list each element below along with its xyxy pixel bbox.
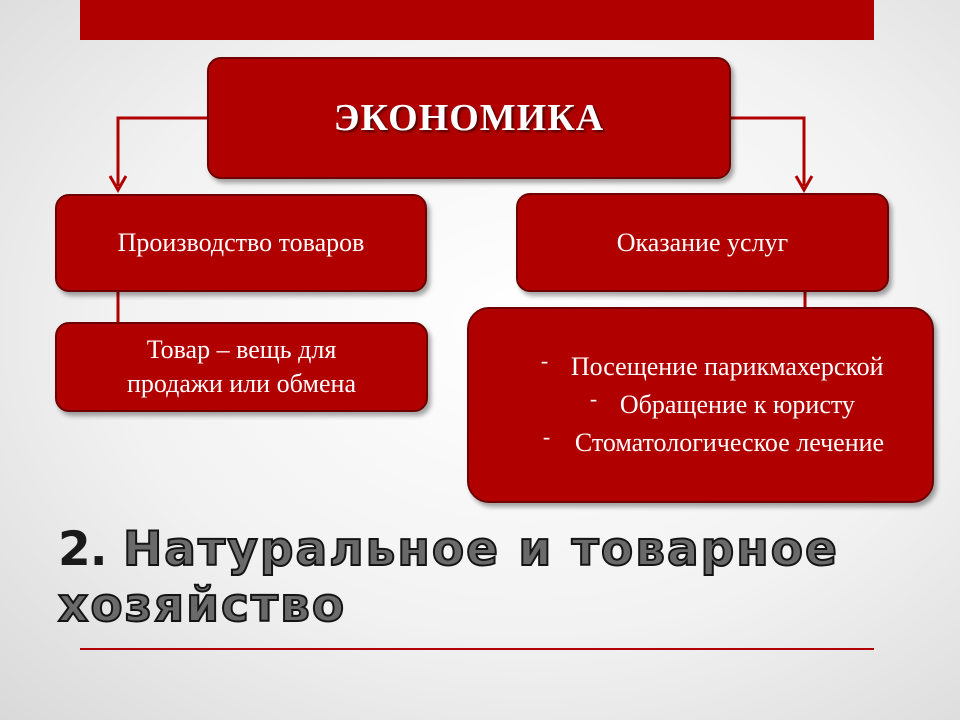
root-node [207, 57, 731, 179]
section-heading [58, 522, 898, 634]
list-item-text: Посещение парикмахерской [570, 352, 884, 381]
bottom-divider [80, 648, 874, 650]
list-item-text: Обращение к юристу [619, 390, 855, 419]
node-service-examples [467, 307, 934, 503]
node-goods-production-label: Производство товаров [117, 228, 365, 257]
section-title-line-1: Натуральное и товарное [122, 522, 839, 577]
goods-definition-line-1: Товар – вещь для [146, 335, 337, 364]
node-services-label: Оказание услуг [616, 227, 789, 257]
service-examples-list [517, 348, 884, 462]
node-goods-definition [55, 322, 428, 412]
bullet-dash: - [540, 348, 549, 373]
root-node-label: ЭКОНОМИКА [333, 97, 605, 139]
list-item [517, 348, 884, 386]
connector-root-to-left [118, 118, 207, 186]
bullet-dash: - [589, 386, 598, 411]
list-item [517, 386, 884, 424]
node-goods-production [55, 194, 427, 292]
list-item [517, 424, 884, 462]
goods-definition-line-2: продажи или обмена [126, 369, 357, 398]
connector-root-to-right [731, 118, 804, 186]
list-item-text: Стоматологическое лечение [574, 428, 885, 457]
section-number: 2. [58, 522, 107, 577]
node-services [516, 193, 889, 292]
bullet-dash: - [542, 424, 551, 449]
section-title-line-2: хозяйство [58, 578, 347, 633]
